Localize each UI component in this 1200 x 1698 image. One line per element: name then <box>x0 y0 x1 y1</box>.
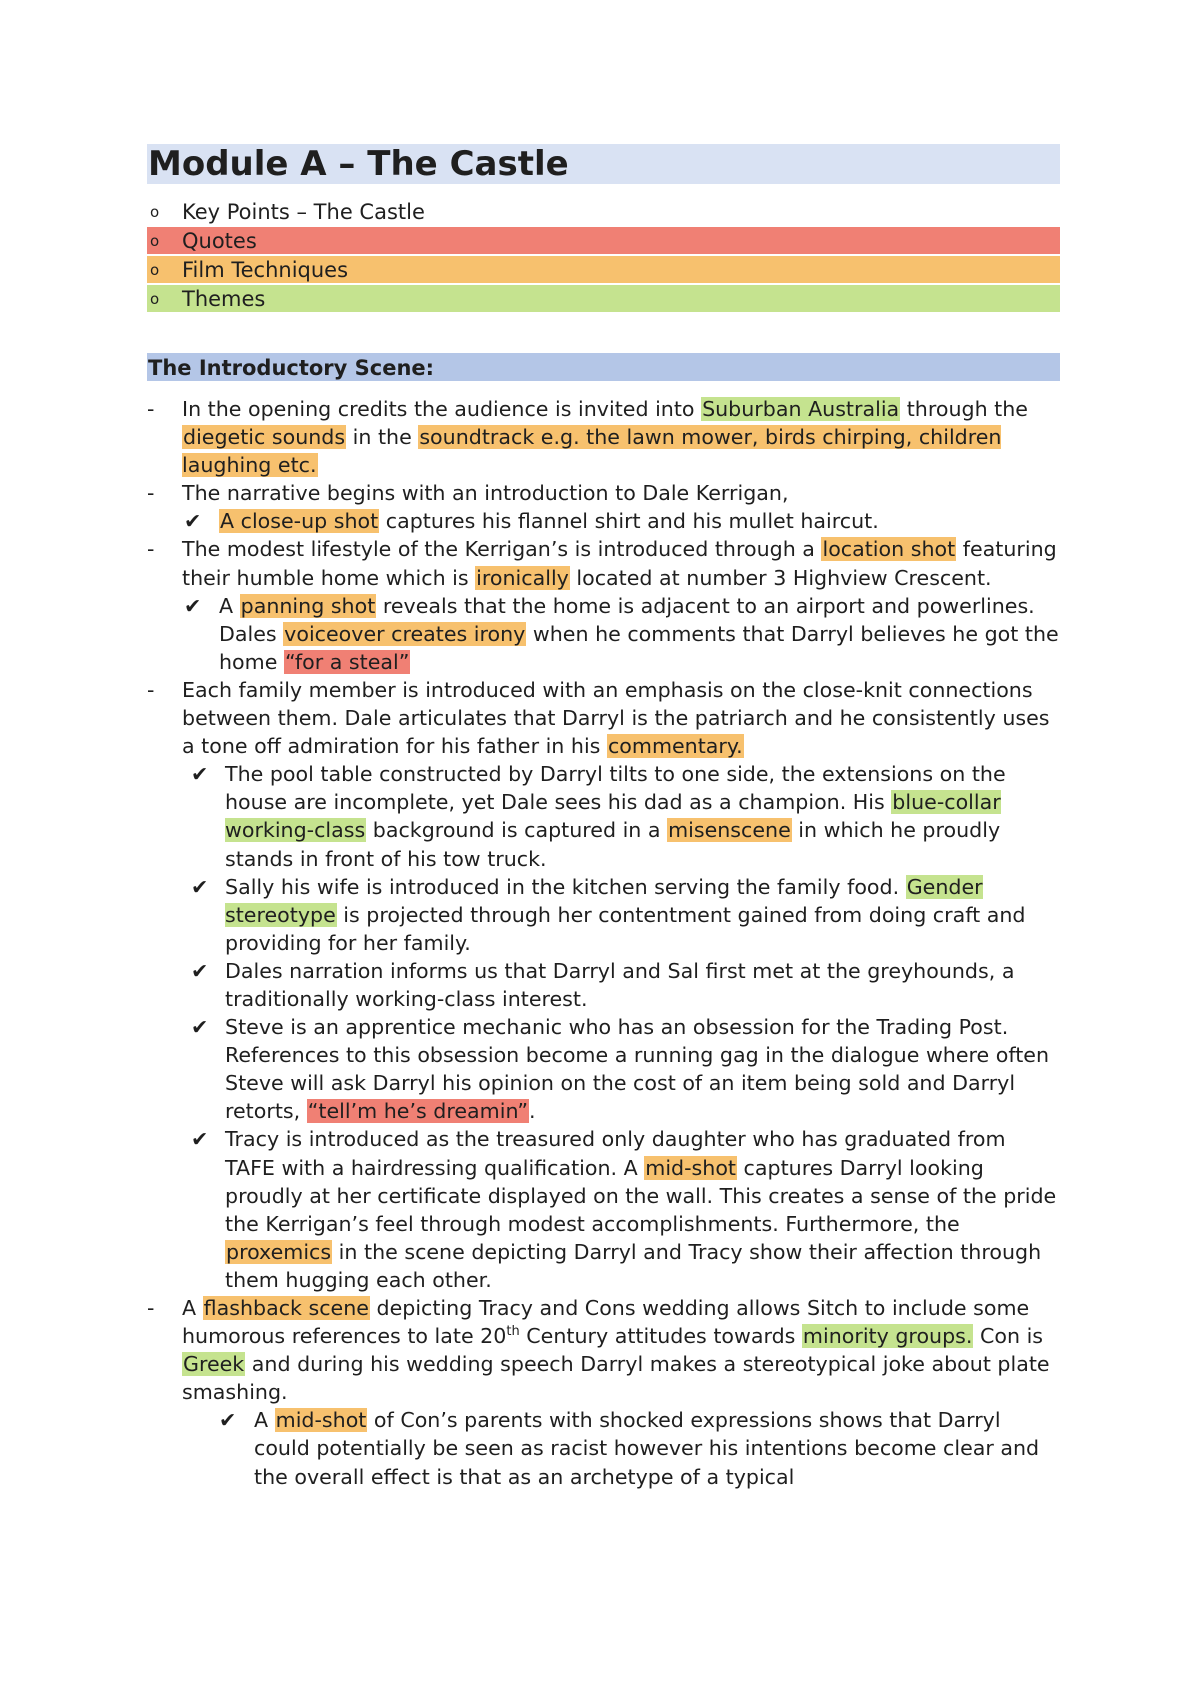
dash-bullet: - <box>147 481 155 506</box>
theme-highlight: Greek <box>183 1352 245 1377</box>
note-modest-lifestyle: - The modest lifestyle of the Kerrigan’s is introduced through a location shot featuring their humble home which is ironically located at number 3 Highview Crescent. <box>147 537 1057 590</box>
quote-highlight: “for a steal” <box>284 649 410 674</box>
technique-highlight: soundtrack e.g. the lawn mower, birds chirping, children laughing etc. <box>182 425 1002 478</box>
legend-themes: o Themes <box>147 285 1060 312</box>
section-heading: The Introductory Scene: <box>147 353 1060 381</box>
legend-quotes: o Quotes <box>147 227 1060 254</box>
note-family-members: - Each family member is introduced with an emphasis on the close-knit connections between them. Dale articulates that Darryl is the patriarch and he consistently uses a tone off admiration for his father in his commentary. <box>147 677 1050 759</box>
technique-highlight: flashback scene <box>203 1296 369 1320</box>
theme-highlight: blue-collar working-class <box>225 790 1001 843</box>
legend-bullet: o <box>150 261 160 279</box>
theme-highlight: Suburban Australia <box>702 397 900 421</box>
check-item: ✔ A mid-shot of Con’s parents with shocked expressions shows that Darryl could potentially be seen as racist however his intentions become clear and the overall effect is that as an archetype of a typical <box>219 1408 1040 1489</box>
dash-bullet: - <box>147 677 155 702</box>
check-item: ✔ Sally his wife is introduced in the kitchen serving the family food. Gender stereotype is projected through her contentment gained from doing craft and providing for her family. <box>191 874 1026 955</box>
note-flashback: - A flashback scene depicting Tracy and Cons wedding allows Sitch to include some humorous references to late 20th Century attitudes towards minority groups. Con is Greek and during his wedding speech Darryl makes a stereotypical joke about plate smashing. <box>147 1296 1050 1405</box>
checkmark-icon: ✔ <box>191 762 209 787</box>
checkmark-icon: ✔ <box>184 593 202 618</box>
quote-highlight: “tell’m he’s dreamin” <box>307 1099 529 1124</box>
technique-highlight: proxemics <box>226 1239 332 1264</box>
check-item: ✔ The pool table constructed by Darryl tilts to one side, the extensions on the house are incomplete, yet Dale sees his dad as a champion. His blue-collar working-class background is captured in a misenscene in which he proudly stands in front of his tow truck. <box>191 762 1006 871</box>
dash-bullet: - <box>147 1296 155 1320</box>
technique-highlight: diegetic sounds <box>183 425 346 450</box>
note-opening-credits: - In the opening credits the audience is invited into Suburban Australia through the diegetic sounds in the soundtrack e.g. the lawn mower, birds chirping, children laughing etc. <box>147 397 1028 478</box>
check-item: ✔ Tracy is introduced as the treasured only daughter who has graduated from TAFE with a hairdressing qualification. A mid-shot captures Darryl looking proudly at her certificate displayed on the wall. This creates a sense of the pride the Kerrigan’s feel through modest accomplishments. Furthermore, the proxemics in the scene depicting Darryl and Tracy show their affection through them hugging each other. <box>191 1127 1057 1292</box>
check-item: ✔ A panning shot reveals that the home is adjacent to an airport and powerlines. Dales voiceover creates irony when he comments that Darryl believes he got the home “for a steal” <box>184 593 1059 674</box>
dash-bullet: - <box>147 397 155 421</box>
technique-highlight: misenscene <box>668 818 791 843</box>
page-title: Module A – The Castle <box>147 144 1060 184</box>
technique-highlight: mid-shot <box>275 1408 367 1433</box>
legend-key-points: o Key Points – The Castle <box>150 200 425 224</box>
note-dale-intro: - The narrative begins with an introduction to Dale Kerrigan, <box>147 479 1060 507</box>
checkmark-icon: ✔ <box>191 1127 209 1152</box>
legend-film-techniques: o Film Techniques <box>147 256 1060 283</box>
checkmark-icon: ✔ <box>219 1408 237 1433</box>
technique-highlight: commentary. <box>607 734 743 759</box>
checkmark-icon: ✔ <box>184 509 202 534</box>
dash-bullet: - <box>147 537 155 562</box>
technique-highlight: voiceover creates irony <box>284 621 526 646</box>
colour-legend <box>147 198 1060 312</box>
legend-bullet: o <box>150 203 160 221</box>
technique-highlight: ironically <box>476 565 569 590</box>
check-item: ✔ Dales narration informs us that Darryl and Sal first met at the greyhounds, a traditionally working-class interest. <box>191 958 1015 1011</box>
checkmark-icon: ✔ <box>191 874 209 899</box>
checkmark-icon: ✔ <box>191 958 209 983</box>
technique-highlight: location shot <box>822 537 956 562</box>
technique-highlight: A close-up shot <box>220 509 379 534</box>
theme-highlight: Gender stereotype <box>225 874 983 927</box>
technique-highlight: mid-shot <box>645 1155 737 1180</box>
document-page <box>147 144 1060 1491</box>
legend-bullet: o <box>150 290 160 308</box>
theme-highlight: minority groups. <box>802 1324 973 1349</box>
legend-bullet: o <box>150 232 160 250</box>
technique-highlight: panning shot <box>240 593 376 618</box>
checkmark-icon: ✔ <box>191 1015 209 1040</box>
notes-body <box>147 395 1060 1491</box>
check-item: ✔ A close-up shot captures his flannel shirt and his mullet haircut. <box>147 507 1060 535</box>
check-item: ✔ Steve is an apprentice mechanic who has an obsession for the Trading Post. References to this obsession become a running gag in the dialogue where often Steve will ask Darryl his opinion on the cost of an item being sold and Darryl retorts, “tell’m he’s dreamin”. <box>191 1015 1050 1124</box>
